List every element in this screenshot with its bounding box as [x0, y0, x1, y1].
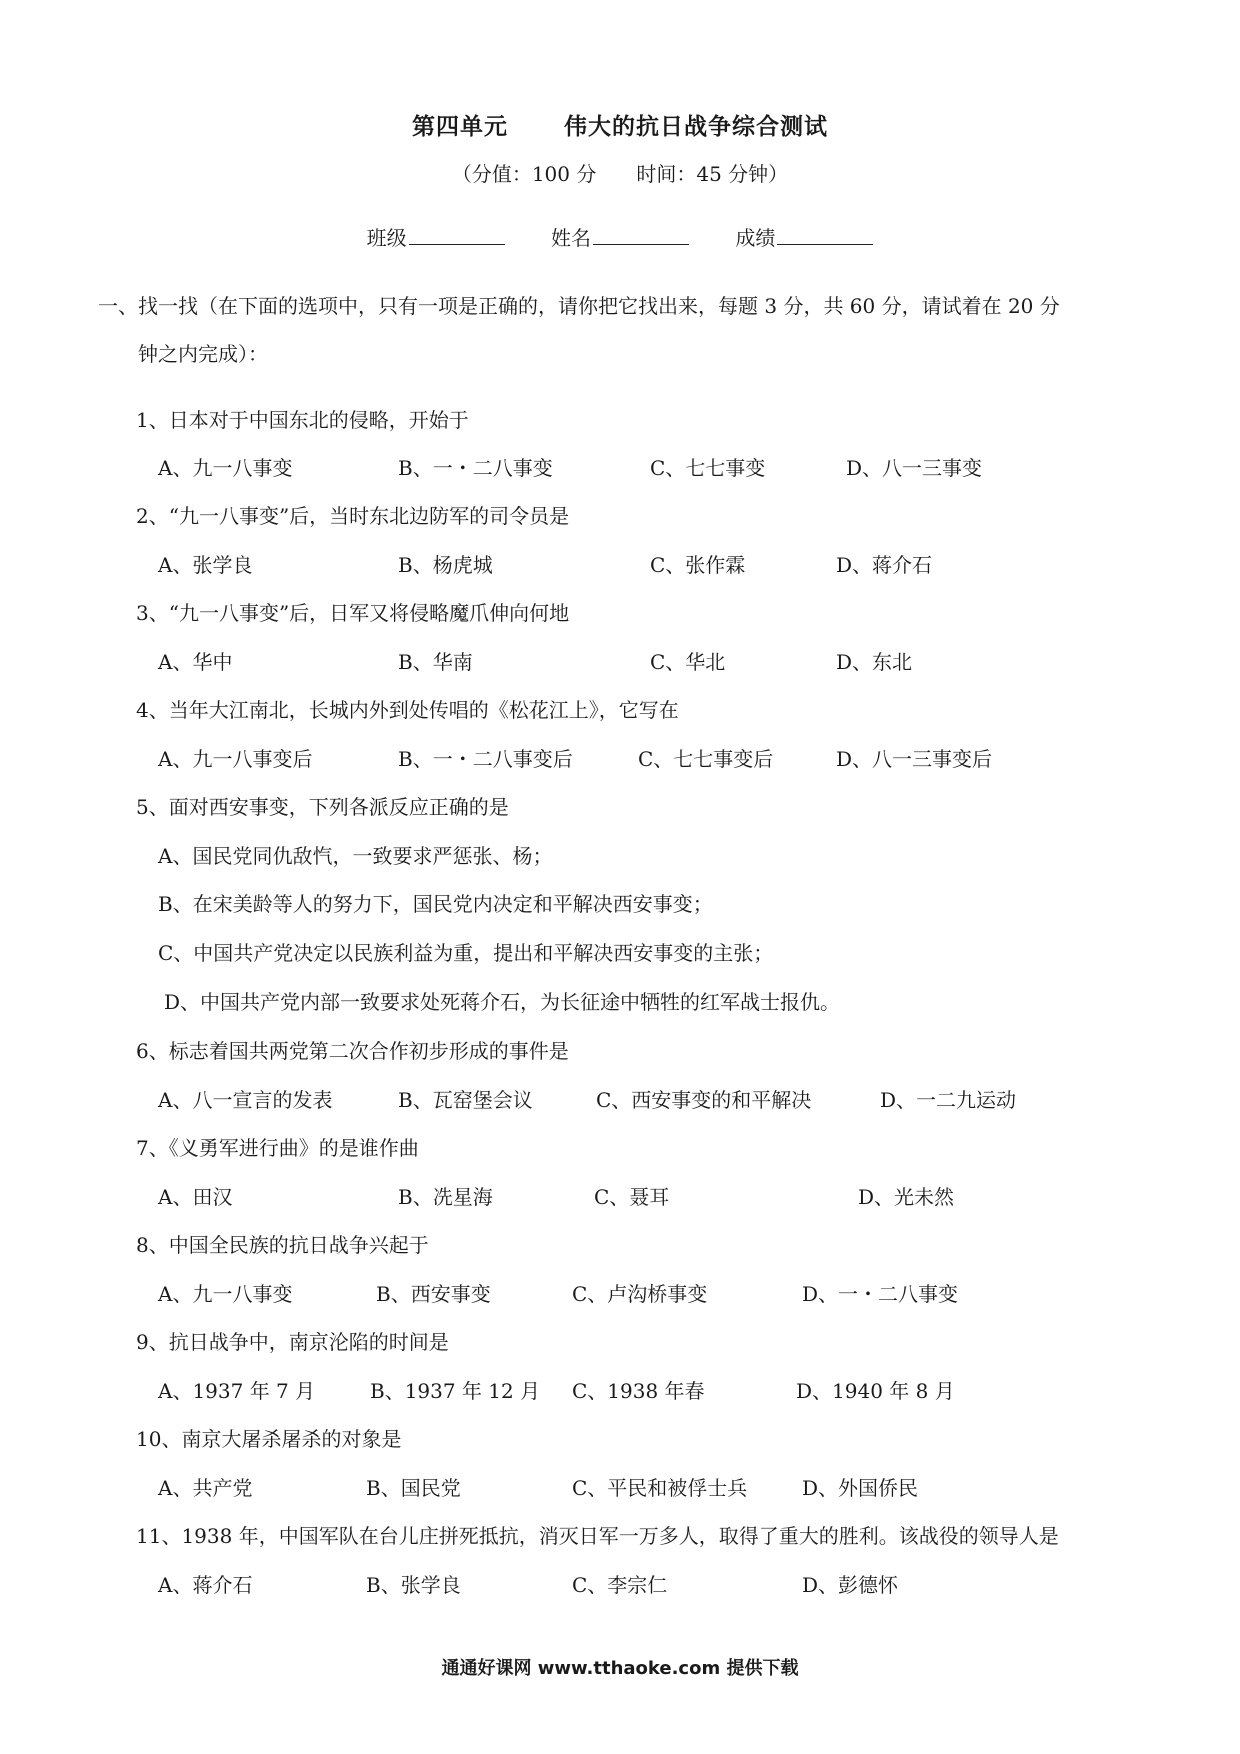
page-footer: 通通好课网 www.tthaoke.com 提供下载 [441, 1658, 799, 1679]
section-1-line-2: 钟之内完成）： [138, 342, 268, 366]
option: D、一・二八事变 [802, 1282, 959, 1306]
option: C、李宗仁 [572, 1573, 668, 1597]
option: D、八一三事变后 [836, 747, 993, 771]
option: C、平民和被俘士兵 [572, 1476, 748, 1500]
option: B、国民党 [366, 1476, 461, 1500]
question-11-options [158, 1569, 1158, 1599]
question-4: 4、当年大江南北，长城内外到处传唱的《松花江上》，它写在 [136, 698, 679, 722]
grade-label: 成绩 [735, 226, 776, 250]
grade-field [735, 222, 873, 251]
option: C、华北 [650, 650, 726, 674]
option: C、聂耳 [594, 1185, 670, 1209]
option: D、彭德怀 [802, 1573, 899, 1597]
option: B、张学良 [366, 1573, 461, 1597]
section-1-line-1: 一、找一找（在下面的选项中，只有一项是正确的，请你把它找出来，每题 3 分，共 60 分，请试着在 20 分 [98, 294, 1060, 318]
option: B、一・二八事变后 [398, 747, 573, 771]
grade-blank [777, 226, 873, 245]
question-9-options [158, 1375, 1158, 1405]
question-2-options [158, 549, 1158, 579]
question-6: 6、标志着国共两党第二次合作初步形成的事件是 [136, 1039, 569, 1063]
student-info [0, 222, 1240, 251]
question-5-option-a: A、国民党同仇敌忾，一致要求严惩张、杨； [158, 844, 553, 868]
question-7: 7、《义勇军进行曲》的是谁作曲 [136, 1136, 419, 1160]
option: D、八一三事变 [846, 456, 983, 480]
option: D、光未然 [858, 1185, 955, 1209]
question-9: 9、抗日战争中，南京沦陷的时间是 [136, 1330, 449, 1354]
question-11: 11、1938 年，中国军队在台儿庄拼死抵抗，消灭日军一万多人，取得了重大的胜利。该战役的领导人是 [136, 1524, 1059, 1548]
class-label: 班级 [366, 226, 407, 250]
question-7-options [158, 1181, 1158, 1211]
question-8-options [158, 1278, 1158, 1308]
exam-title: 伟大的抗日战争综合测试 [564, 114, 828, 140]
option: C、七七事变 [650, 456, 766, 480]
option: B、一・二八事变 [398, 456, 553, 480]
question-4-options [158, 743, 1158, 773]
name-field [551, 222, 689, 251]
question-10-options [158, 1472, 1158, 1502]
question-1: 1、日本对于中国东北的侵略，开始于 [136, 408, 469, 432]
option: D、一二九运动 [880, 1088, 1017, 1112]
score-info: （分值：100 分 [451, 162, 597, 186]
name-blank [593, 226, 689, 245]
option: B、1937 年 12 月 [370, 1379, 541, 1403]
page-title [0, 108, 1240, 141]
option: D、蒋介石 [836, 553, 933, 577]
question-3: 3、“九一八事变”后，日军又将侵略魔爪伸向何地 [136, 601, 570, 625]
option: C、西安事变的和平解决 [596, 1088, 812, 1112]
option: A、共产党 [158, 1476, 253, 1500]
question-8: 8、中国全民族的抗日战争兴起于 [136, 1233, 429, 1257]
option: D、1940 年 8 月 [796, 1379, 955, 1403]
option: D、东北 [836, 650, 913, 674]
option: A、九一八事变后 [158, 747, 313, 771]
question-5-option-d: D、中国共产党内部一致要求处死蒋介石，为长征途中牺牲的红军战士报仇。 [164, 990, 841, 1014]
section-1-instructions [98, 282, 1128, 378]
question-1-options [158, 452, 1158, 482]
option: A、九一八事变 [158, 1282, 293, 1306]
option: A、华中 [158, 650, 233, 674]
option: B、冼星海 [398, 1185, 493, 1209]
option: C、卢沟桥事变 [572, 1282, 708, 1306]
question-10: 10、南京大屠杀屠杀的对象是 [136, 1427, 402, 1451]
option: A、田汉 [158, 1185, 233, 1209]
unit-label: 第四单元 [412, 114, 508, 140]
option: A、九一八事变 [158, 456, 293, 480]
option: A、张学良 [158, 553, 253, 577]
question-2: 2、“九一八事变”后，当时东北边防军的司令员是 [136, 504, 570, 528]
option: B、杨虎城 [398, 553, 493, 577]
class-blank [409, 226, 505, 245]
question-3-options [158, 646, 1158, 676]
class-field [367, 222, 505, 251]
option: A、蒋介石 [158, 1573, 253, 1597]
option: B、华南 [398, 650, 473, 674]
exam-meta [0, 158, 1240, 187]
question-5-option-b: B、在宋美龄等人的努力下，国民党内决定和平解决西安事变； [158, 892, 713, 916]
time-info: 时间：45 分钟） [636, 162, 789, 186]
option: A、1937 年 7 月 [158, 1379, 316, 1403]
question-5: 5、面对西安事变，下列各派反应正确的是 [136, 795, 509, 819]
option: C、1938 年春 [572, 1379, 705, 1403]
option: B、西安事变 [376, 1282, 491, 1306]
option: C、张作霖 [650, 553, 746, 577]
question-6-options [158, 1084, 1158, 1114]
option: B、瓦窑堡会议 [398, 1088, 533, 1112]
question-5-option-c: C、中国共产党决定以民族利益为重，提出和平解决西安事变的主张； [158, 941, 774, 965]
name-label: 姓名 [551, 226, 591, 250]
option: A、八一宣言的发表 [158, 1088, 333, 1112]
option: D、外国侨民 [802, 1476, 919, 1500]
option: C、七七事变后 [638, 747, 774, 771]
